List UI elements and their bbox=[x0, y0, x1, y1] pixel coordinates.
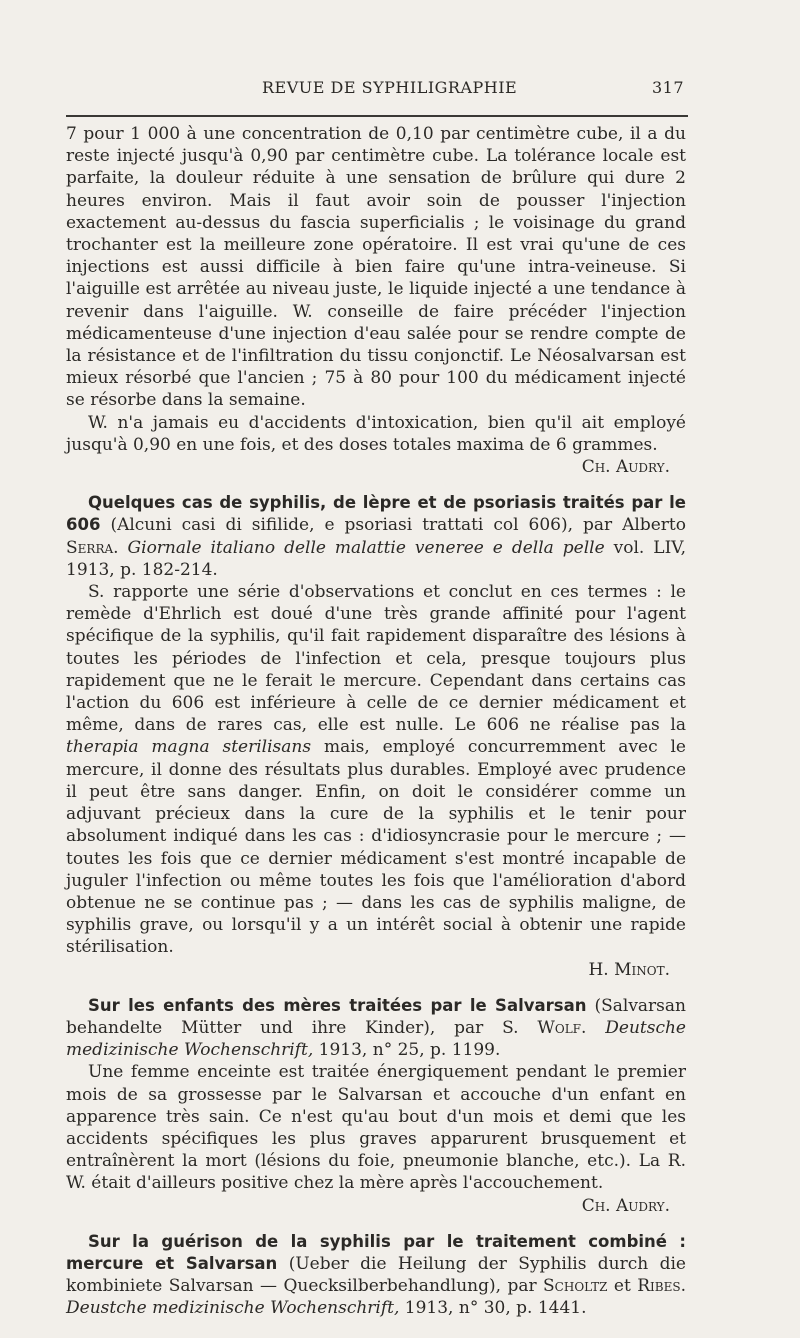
article-2-author: Wolf bbox=[537, 1017, 582, 1038]
running-header bbox=[66, 78, 686, 102]
journal-title: REVUE DE SYPHILIGRAPHIE bbox=[262, 78, 518, 97]
article-3-heading: Sur la guérison de la syphilis par le traitement combiné : mercure et Salvarsan (Ueber die Heilung der Syphilis durch die kombiniete Salvarsan — Quecksilberbehandlung), par Scholtz et Ribes. Deustche medizinische Wochenschrift, 1913, n° 30, p. 1441. bbox=[66, 1231, 686, 1319]
article-2-journal: Deutsche medizinische Wochenschrift, bbox=[66, 1017, 686, 1061]
signature-audry-2: Ch. Audry. bbox=[581, 1195, 670, 1216]
article-3-journal: Deustche medizinische Wochenschrift, bbox=[66, 1298, 400, 1319]
page-number: 317 bbox=[651, 78, 684, 97]
intro-paragraph: 7 pour 1 000 à une concentration de 0,10 par centimètre cube, il a du reste injecté jusqu'à 0,90 par centimètre cube. La tolérance locale est parfaite, la douleur réduite à une sensation de brûlure qui dure 2 heures environ. Mais il faut avoir soin de pousser l'injection exactement au-dessus du fascia superficialis ; le voisinage du grand trochanter est la meilleure zone opératoire. Il est vrai qu'une de ces injections est aussi difficile à bien faire qu'une intra-veineuse. Si l'aiguille est arrêtée au niveau juste, le liquide injecté a une tendance à revenir dans l'aiguille. W. conseille de faire précéder l'injection médicamenteuse d'une injection d'eau salée pour se rendre compte de la résistance et de l'infiltration du tissu conjonctif. Le Néosalvarsan est mieux résorbé que l'ancien ; 75 à 80 pour 100 du médicament injecté se résorbe dans la semaine. bbox=[66, 124, 686, 411]
page-body bbox=[66, 123, 686, 1320]
article-1-author: Serra bbox=[66, 537, 114, 558]
article-3-title: Sur la guérison de la syphilis par le traitement combiné : mercure et Salvarsan bbox=[66, 1231, 686, 1273]
article-1-journal: Giornale italiano delle malattie veneree e della pelle bbox=[127, 537, 605, 558]
article-3-author-1: Scholtz bbox=[543, 1276, 608, 1297]
article-2-body: Une femme enceinte est traitée énergiquement pendant le premier mois de sa grossesse par le Salvarsan et accouche d'un enfant en apparence très sain. Ce n'est qu'au bout d'un mois et demi que les accidents spécifiques les plus graves apparurent brusquement et entraînèrent la mort (lésions du foie, pneumonie blanche, etc.). La R. W. était d'ailleurs positive chez la mère après l'accouchement. bbox=[66, 1062, 686, 1194]
article-1-body: S. rapporte une série d'observations et conclut en ces termes : le remède d'Ehrlich est doué d'une très grande affinité pour l'agent spécifique de la syphilis, qu'il fait rapidement disparaître des lésions à toutes les périodes de l'infection et cela, presque toujours plus rapidement que ne le ferait le mercure. Cependant dans certains cas l'action du 606 est inférieure à celle de ce dernier médicament et même, dans de rares cas, elle est nulle. Le 606 ne réalise pas la therapia magna sterilisans mais, employé concurremment avec le mercure, il donne des résultats plus durables. Employé avec prudence il peut être sans danger. Enfin, on doit le considérer comme un adjuvant précieux dans la cure de la syphilis et le tenir pour absolument indiqué dans les cas : d'idiosyncrasie pour le mercure ; — toutes les fois que ce dernier médicament s'est montré incapable de juguler l'infection ou même toutes les fois que l'amélioration d'abord obtenue ne se continue pas ; — dans les cas de syphilis maligne, de syphilis grave, ou lorsqu'il y a un intérêt social à obtenir une rapide stérilisation. bbox=[66, 582, 686, 958]
article-1-title: Quelques cas de syphilis, de lèpre et de psoriasis traités par le 606 bbox=[66, 493, 686, 535]
header-rule bbox=[66, 115, 688, 117]
article-2-heading: Sur les enfants des mères traitées par le Salvarsan (Salvarsan behandelte Mütter und ihre Kinder), par S. Wolf. Deutsche medizinische Wochenschrift, 1913, n° 25, p. 1199. bbox=[66, 995, 686, 1061]
article-2-title: Sur les enfants des mères traitées par le Salvarsan bbox=[88, 995, 587, 1015]
article-1-heading: Quelques cas de syphilis, de lèpre et de psoriasis traités par le 606 (Alcuni casi di sifilide, e psoriasi trattati col 606), par Alberto Serra. Giornale italiano delle malattie veneree e della pelle vol. LIV, 1913, p. 182-214. bbox=[66, 493, 687, 580]
signature-audry-1: Ch. Audry. bbox=[581, 457, 670, 478]
article-3-author-2: Ribes bbox=[637, 1276, 681, 1297]
signature-minot: H. Minot. bbox=[588, 959, 670, 980]
intro-paragraph-2: W. n'a jamais eu d'accidents d'intoxication, bien qu'il ait employé jusqu'à 0,90 en une fois, et des doses totales maxima de 6 grammes. bbox=[66, 412, 686, 455]
